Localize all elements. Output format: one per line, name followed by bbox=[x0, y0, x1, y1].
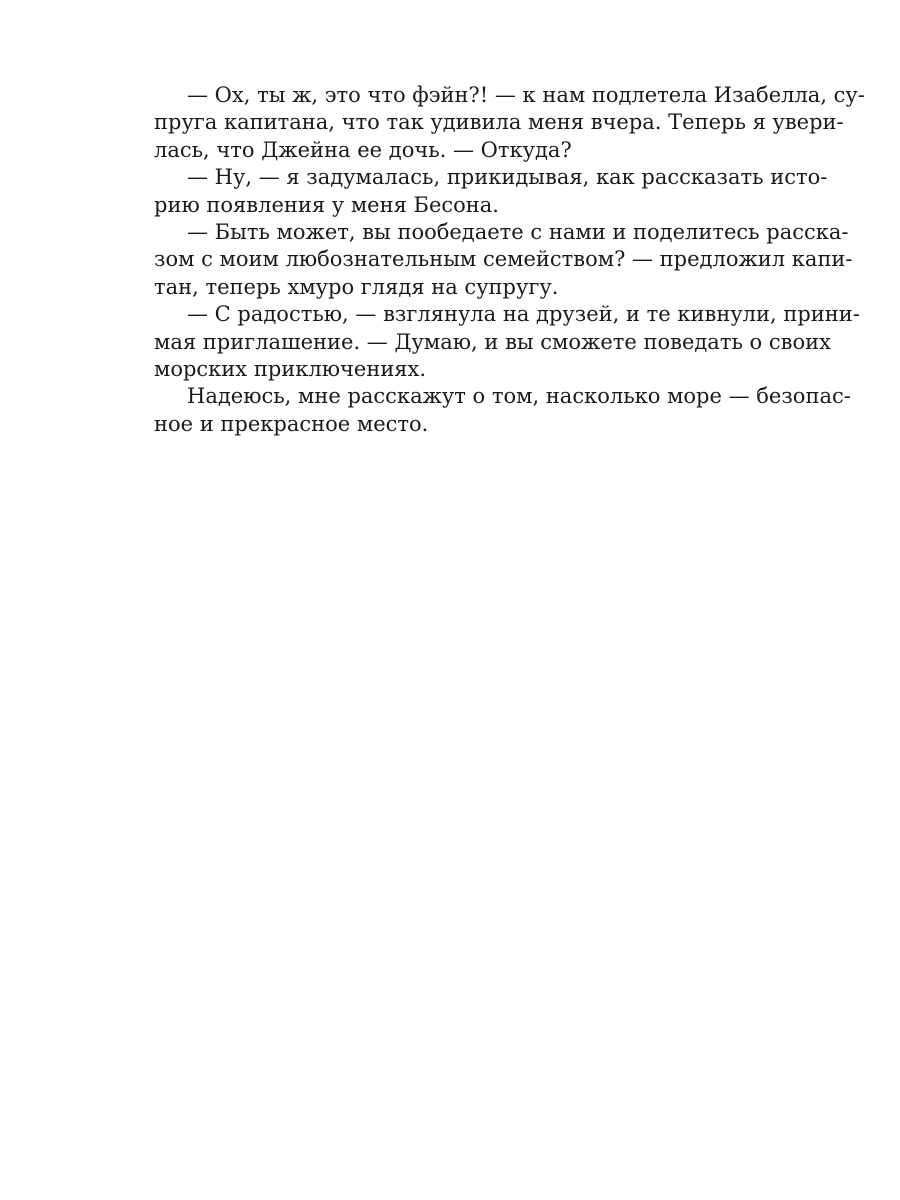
text-line: рию появления у меня Бесона. bbox=[154, 192, 499, 217]
text-line: зом с моим любознательным семейством? — предложил капи- bbox=[154, 247, 853, 272]
text-line: — Ну, — я задумалась, прикидывая, как рассказать исто- bbox=[187, 165, 828, 190]
text-line: лась, что Джейна ее дочь. — Откуда? bbox=[154, 137, 572, 162]
text-line: мая приглашение. — Думаю, и вы сможете поведать о своих bbox=[154, 329, 831, 354]
text-line: Надеюсь, мне расскажут о том, насколько море — безопас- bbox=[187, 384, 851, 409]
text-line: пруга капитана, что так удивила меня вчера. Теперь я увери- bbox=[154, 110, 844, 135]
text-line: — Ох, ты ж, это что фэйн?! — к нам подлетела Изабелла, су- bbox=[187, 83, 865, 107]
page-text bbox=[154, 82, 865, 438]
text-line: — Быть может, вы пообедаете с нами и поделитесь расска- bbox=[187, 220, 849, 245]
text-line: морских приключениях. bbox=[154, 357, 427, 382]
text-line: ное и прекрасное место. bbox=[154, 411, 429, 436]
text-line: тан, теперь хмуро глядя на супругу. bbox=[154, 274, 559, 299]
text-line: — С радостью, — взглянула на друзей, и те кивнули, прини- bbox=[187, 302, 860, 327]
